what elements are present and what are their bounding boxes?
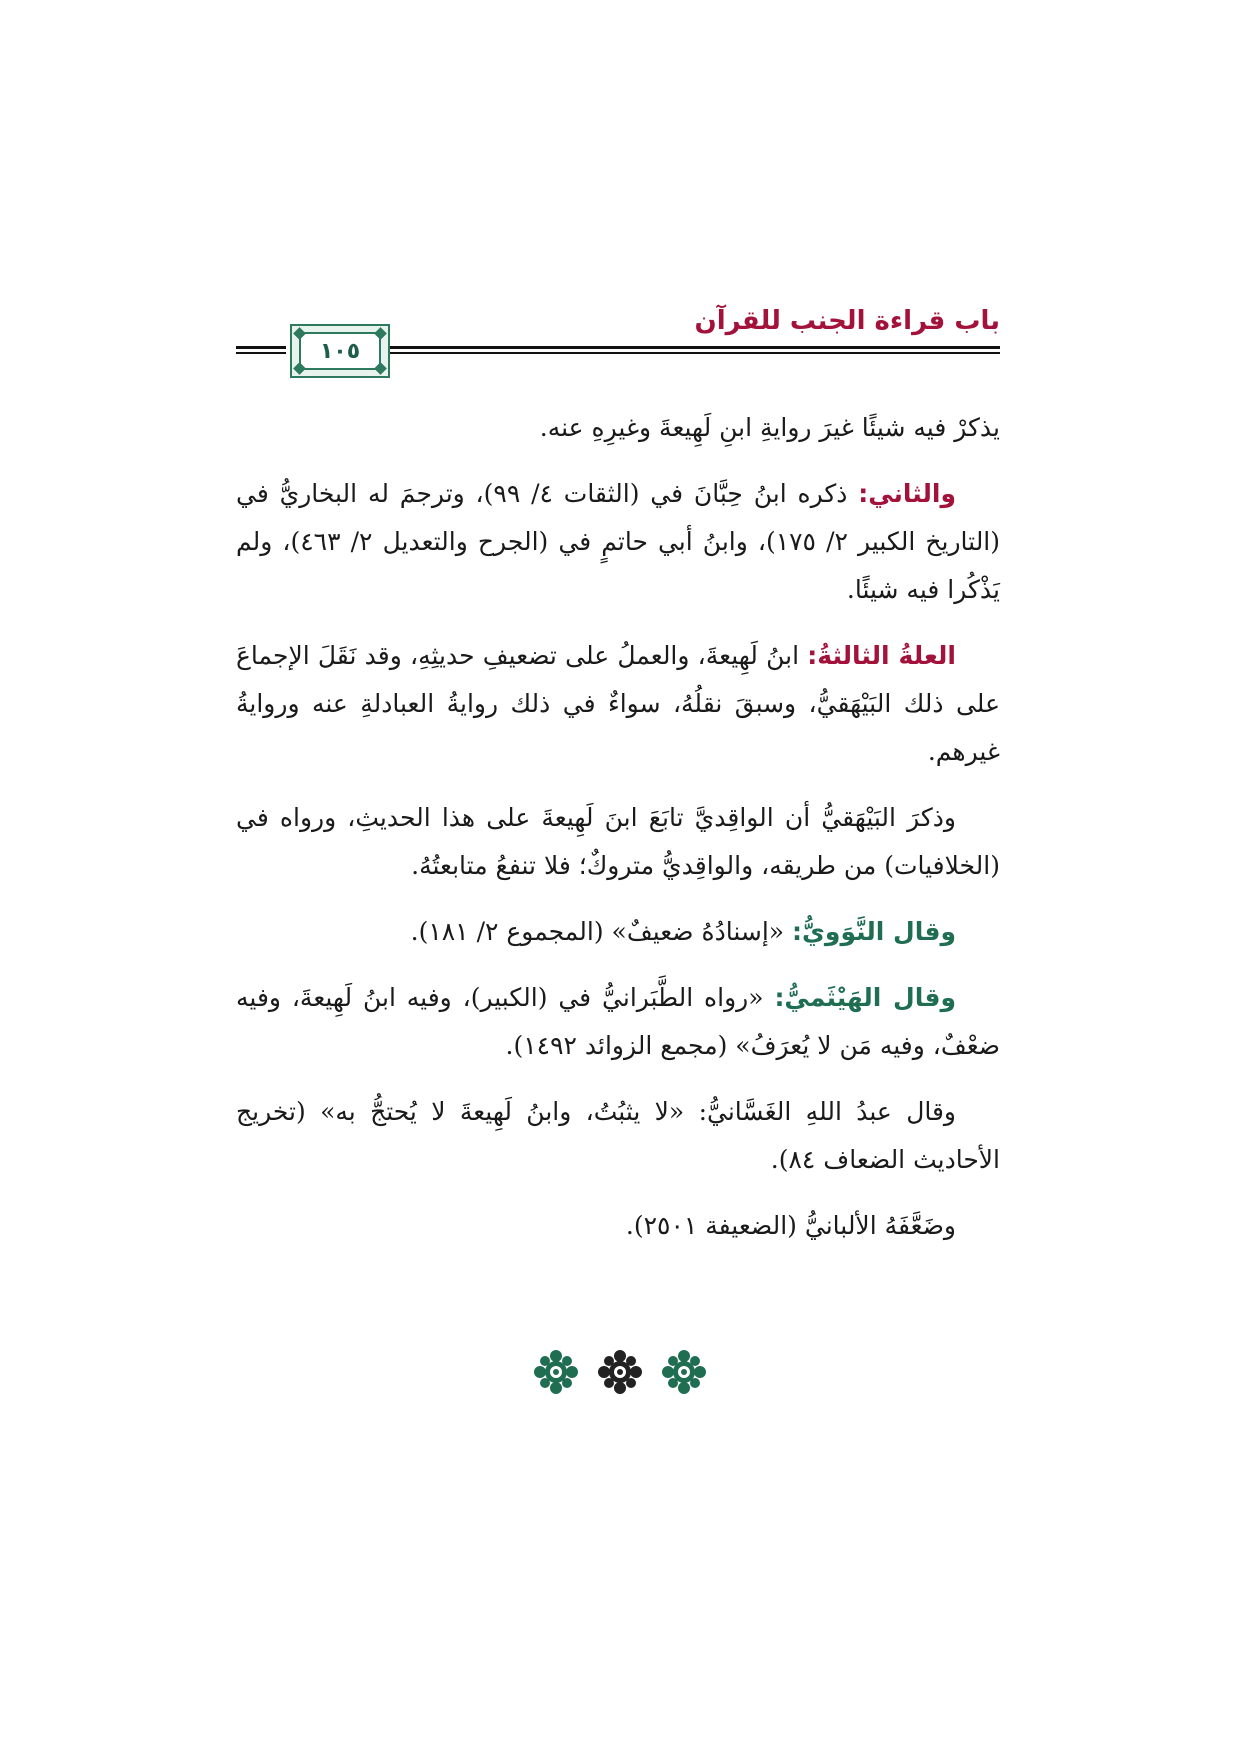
page-number-frame: [299, 332, 381, 370]
flower-ornament-icon: [598, 1350, 642, 1394]
paragraph: [236, 908, 1000, 956]
main-text: [236, 404, 1000, 1268]
paragraph-label: العلةُ الثالثةُ:: [807, 641, 956, 670]
header-rule-left-bottom: [236, 352, 286, 354]
paragraph: [236, 974, 1000, 1070]
paragraph: يذكرْ فيه شيئًا غيرَ روايةِ ابنِ لَهِيعةَ وغيرِهِ عنه.: [539, 413, 1000, 442]
header-rule-right-top: [354, 346, 1000, 349]
header-rule-right-bottom: [354, 352, 1000, 354]
paragraph-text: ذكره ابنُ حِبَّانَ في (الثقات ٤/ ٩٩)، وترجمَ له البخاريُّ في (التاريخ الكبير ٢/ ١٧٥)، وابنُ أبي حاتمٍ في (الجرح والتعديل ٢/ ٤٦٣)، ولم يَذْكُرا فيه شيئًا.: [236, 479, 1001, 604]
paragraph: وقال عبدُ اللهِ الغَسَّانيُّ: «لا يثبُتُ، وابنُ لَهِيعةَ لا يُحتجُّ به» (تخريج الأحاديث الضعاف ٨٤).: [236, 1097, 1000, 1174]
header-rule-left-top: [236, 346, 286, 349]
paragraph-label: والثاني:: [858, 479, 957, 508]
paragraph-text: «رواه الطَّبَرانيُّ في (الكبير)، وفيه ابنُ لَهِيعةَ، وفيه ضعْفٌ، وفيه مَن لا يُعرَفُ» (مجمع الزوائد ١٤٩٢).: [236, 983, 1000, 1060]
paragraph-label: وقال النَّوَويُّ:: [792, 917, 956, 946]
paragraph-label: وقال الهَيْثَميُّ:: [774, 983, 956, 1012]
paragraph: [236, 470, 1000, 614]
page-number: ١٠٥: [319, 338, 361, 364]
paragraph: وذكرَ البَيْهَقيُّ أن الواقِديَّ تابَعَ ابنَ لَهِيعةَ على هذا الحديثِ، ورواه في (الخلافيات) من طريقه، والواقِديُّ متروكٌ؛ فلا تنفعُ متابعتُهُ.: [236, 803, 1000, 880]
page-number-badge: [290, 324, 390, 378]
paragraph-text: «إسنادُهُ ضعيفٌ» (المجموع ٢/ ١٨١).: [410, 917, 793, 946]
page-header: [236, 296, 1000, 396]
paragraph: [236, 632, 1000, 776]
paragraph-text: ابنُ لَهِيعةَ، والعملُ على تضعيفِ حديثِهِ، وقد نَقَلَ الإجماعَ على ذلك البَيْهَقيُّ، وسبقَ نقلُهُ، سواءٌ في ذلك روايةُ العبادلةِ عنه وروايةُ غيرهم.: [236, 641, 1000, 766]
paragraph: وضَعَّفَهُ الألبانيُّ (الضعيفة ٢٥٠١).: [625, 1211, 956, 1240]
flower-ornament-icon: [534, 1350, 578, 1394]
flower-ornament-icon: [662, 1350, 706, 1394]
chapter-title: باب قراءة الجنب للقرآن: [694, 306, 1000, 336]
section-end-ornaments: [0, 1350, 1240, 1394]
